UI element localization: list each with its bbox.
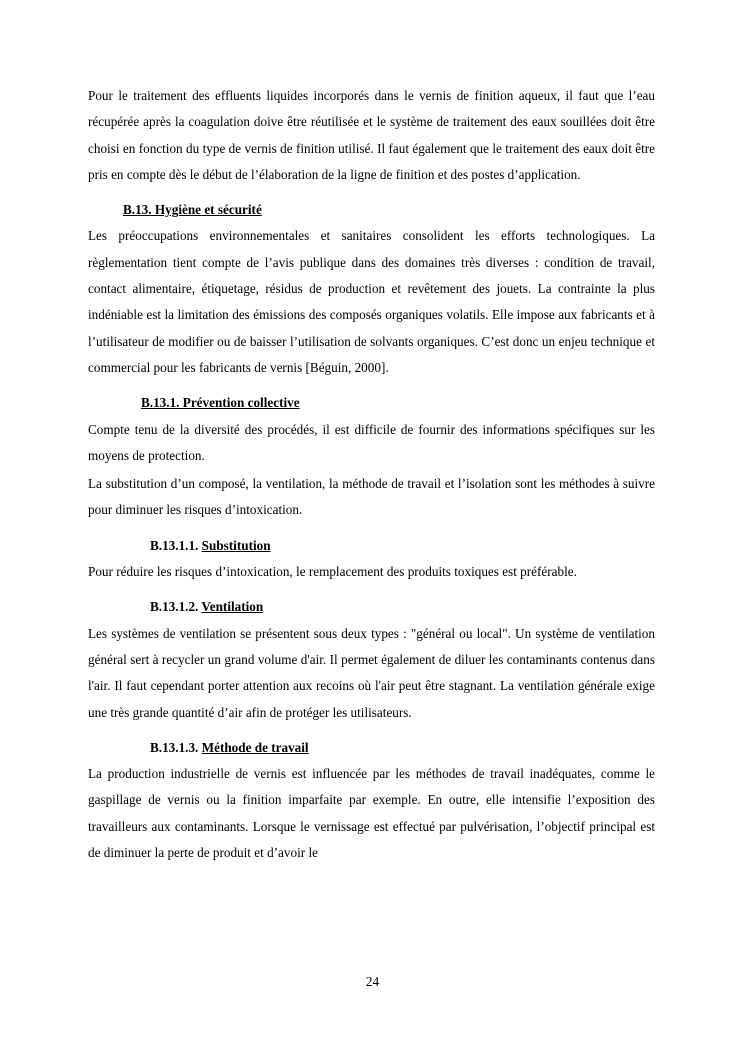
- heading-substitution-title: Substitution: [201, 537, 271, 553]
- heading-prevention-collective: [88, 390, 655, 416]
- page-body: [88, 83, 655, 866]
- page-number: 24: [365, 974, 380, 989]
- heading-ventilation-title: Ventilation: [201, 599, 264, 615]
- heading-substitution-number: B.13.1.1.: [150, 537, 199, 553]
- heading-substitution: [88, 533, 655, 559]
- paragraph-diversite-procedes: Compte tenu de la diversité des procédés, il est difficile de fournir des informations spécifiques sur les moyens de protection.: [88, 421, 655, 463]
- heading-methode-travail: [88, 735, 655, 761]
- paragraph-methodes: La substitution d’un composé, la ventilation, la méthode de travail et l’isolation sont les méthodes à suivre pour diminuer les risques d’intoxication.: [88, 476, 655, 518]
- paragraph-preoccupations: Les préoccupations environnementales et sanitaires consolident les efforts technologiques. La règlementation tient compte de l’avis publique dans des domaines très diverses : condition de travail, contact alimentaire, étiquetage, résidus de production et revêtement des jouets. La contrainte la plus indéniable est la limitation des émissions des composés organiques volatils. Elle impose aux fabricants et à l’utilisateur de modifier ou de baisser l’utilisation de solvants organiques. C’est donc un enjeu technique et commercial pour les fabricants de vernis [Béguin, 2000].: [88, 228, 655, 375]
- paragraph-substitution: Pour réduire les risques d’intoxication, le remplacement des produits toxiques est préférable.: [88, 564, 577, 580]
- heading-methode-travail-number: B.13.1.3.: [150, 739, 199, 755]
- paragraph-ventilation: Les systèmes de ventilation se présentent sous deux types : "général ou local". Un système de ventilation général sert à recycler un grand volume d'air. Il permet également de diluer les contaminants contenus dans l'air. Il faut cependant porter attention aux recoins où l'air peut être stagnant. La ventilation générale exige une très grande quantité d’air afin de protéger les utilisateurs.: [88, 625, 655, 720]
- paragraph-methode-travail: La production industrielle de vernis est influencée par les méthodes de travail inadéquates, comme le gaspillage de vernis ou la finition imparfaite par exemple. En outre, elle intensifie l’exposition des travailleurs aux contaminants. Lorsque le vernissage est effectué par pulvérisation, l’objectif principal est de diminuer la perte de produit et d’avoir le: [88, 766, 655, 861]
- heading-hygiene-securite: [88, 197, 655, 223]
- heading-ventilation: [88, 594, 655, 620]
- heading-hygiene-securite-text: B.13. Hygiène et sécurité: [123, 202, 262, 218]
- heading-ventilation-number: B.13.1.2.: [150, 599, 199, 615]
- paragraph-effluents: Pour le traitement des effluents liquides incorporés dans le vernis de finition aqueux, il faut que l’eau récupérée après la coagulation doive être réutilisée et le système de traitement des eaux souillées doit être choisi en fonction du type de vernis de finition utilisé. Il faut également que le traitement des eaux doit être pris en compte dès le début de l’élaboration de la ligne de finition et des postes d’application.: [88, 88, 655, 182]
- heading-prevention-collective-text: B.13.1. Prévention collective: [141, 395, 300, 411]
- heading-methode-travail-title: Méthode de travail: [201, 739, 309, 755]
